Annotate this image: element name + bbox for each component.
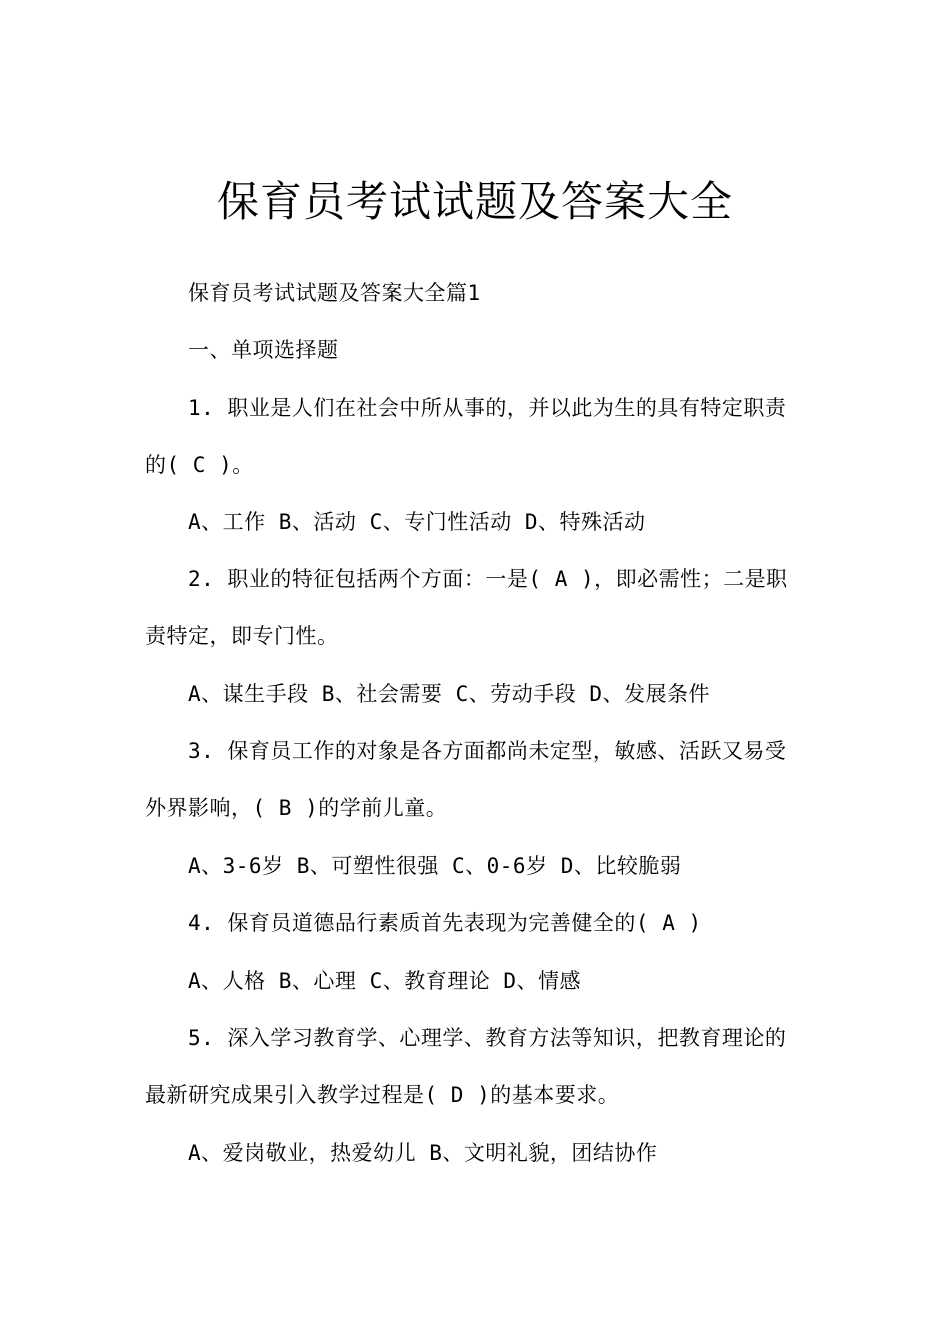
- question-3-options: A、3-6岁 B、可塑性很强 C、0-6岁 D、比较脆弱: [188, 854, 682, 878]
- question-1-options: A、工作 B、活动 C、专门性活动 D、特殊活动: [188, 510, 646, 534]
- question-2-text-continued: 责特定，即专门性。: [145, 624, 339, 648]
- document-title: 保育员考试试题及答案大全: [216, 177, 733, 226]
- question-5-text-continued: 最新研究成果引入教学过程是( D )的基本要求。: [145, 1083, 620, 1107]
- question-1-text-continued: 的( C )。: [145, 453, 254, 477]
- question-5-options: A、爱岗敬业，热爱幼儿 B、文明礼貌，团结协作: [188, 1141, 658, 1165]
- question-type-heading: 一、单项选择题: [188, 338, 339, 362]
- question-1-text: 1. 职业是人们在社会中所从事的，并以此为生的具有特定职责: [188, 396, 787, 420]
- question-2-text: 2. 职业的特征包括两个方面：一是( A )，即必需性；二是职: [188, 567, 788, 591]
- section-heading: 保育员考试试题及答案大全篇1: [188, 281, 481, 305]
- question-2-options: A、谋生手段 B、社会需要 C、劳动手段 D、发展条件: [188, 682, 710, 706]
- question-4-options: A、人格 B、心理 C、教育理论 D、情感: [188, 969, 582, 993]
- question-3-text: 3. 保育员工作的对象是各方面都尚未定型，敏感、活跃又易受: [188, 739, 787, 763]
- question-3-text-continued: 外界影响，( B )的学前儿童。: [145, 796, 448, 820]
- question-4-text: 4. 保育员道德品行素质首先表现为完善健全的( A ): [188, 911, 702, 935]
- question-5-text: 5. 深入学习教育学、心理学、教育方法等知识，把教育理论的: [188, 1026, 787, 1050]
